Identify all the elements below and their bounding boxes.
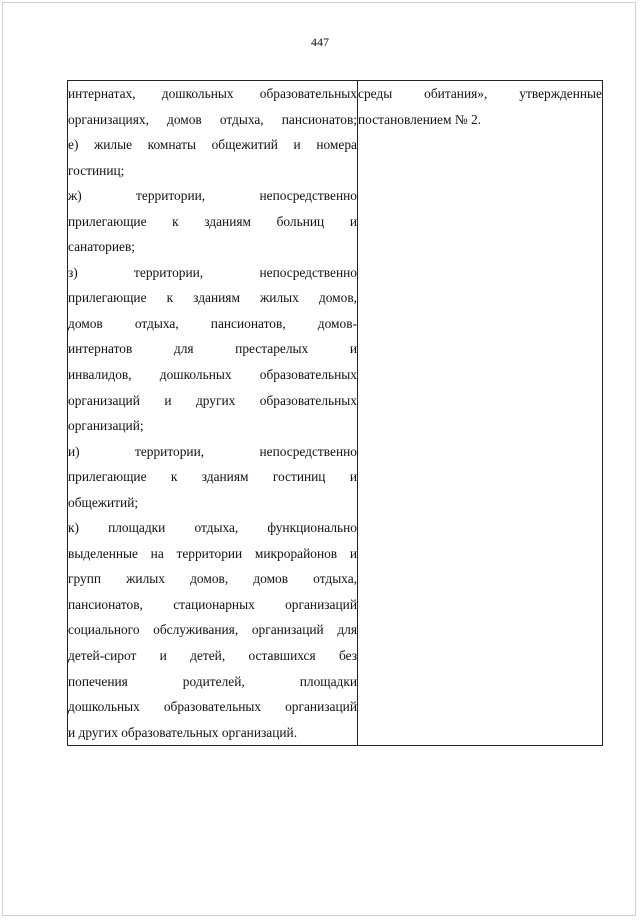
text-line: прилегающие к зданиям больниц и — [68, 213, 357, 229]
text-line: интернатов для престарелых и — [68, 341, 357, 357]
text-line: дошкольных образовательных организаций — [68, 699, 357, 715]
text-line: санаториев; — [68, 239, 136, 255]
text-line: детей-сирот и детей, оставшихся без — [68, 648, 357, 664]
text-line: к) площадки отдыха, функционально — [68, 520, 357, 536]
text-line: организаций и других образовательных — [68, 392, 357, 408]
text-line: социального обслуживания, организаций для — [68, 622, 357, 638]
text-line: общежитий; — [68, 494, 139, 510]
left-column-cell — [68, 81, 358, 746]
text-line: прилегающие к зданиям гостиниц и — [68, 469, 357, 485]
text-line: и других образовательных организаций. — [68, 724, 298, 740]
table-row — [68, 81, 603, 746]
text-line: прилегающие к зданиям жилых домов, — [68, 290, 357, 306]
text-line: организаций; — [68, 418, 144, 434]
page-number: 447 — [311, 35, 329, 49]
text-line: групп жилых домов, домов отдыха, — [68, 571, 357, 587]
text-line: выделенные на территории микрорайонов и — [68, 545, 357, 561]
text-line: е) жилые комнаты общежитий и номера — [68, 137, 357, 153]
document-table — [67, 80, 603, 746]
text-line: ж) территории, непосредственно — [68, 188, 357, 204]
text-line: постановлением № 2. — [358, 111, 481, 127]
text-line: среды обитания», утвержденные — [358, 86, 602, 101]
right-column-cell — [358, 81, 603, 746]
text-line: организациях, домов отдыха, пансионатов; — [68, 111, 357, 127]
text-line: пансионатов, стационарных организаций — [68, 596, 357, 612]
text-line: инвалидов, дошкольных образовательных — [68, 367, 357, 383]
text-line: и) территории, непосредственно — [68, 443, 357, 459]
text-line: з) территории, непосредственно — [68, 264, 357, 280]
text-line: попечения родителей, площадки — [68, 673, 357, 689]
text-line: интернатах, дошкольных образовательных — [68, 86, 357, 101]
text-line: домов отдыха, пансионатов, домов- — [68, 315, 357, 331]
text-line: гостиниц; — [68, 162, 125, 178]
